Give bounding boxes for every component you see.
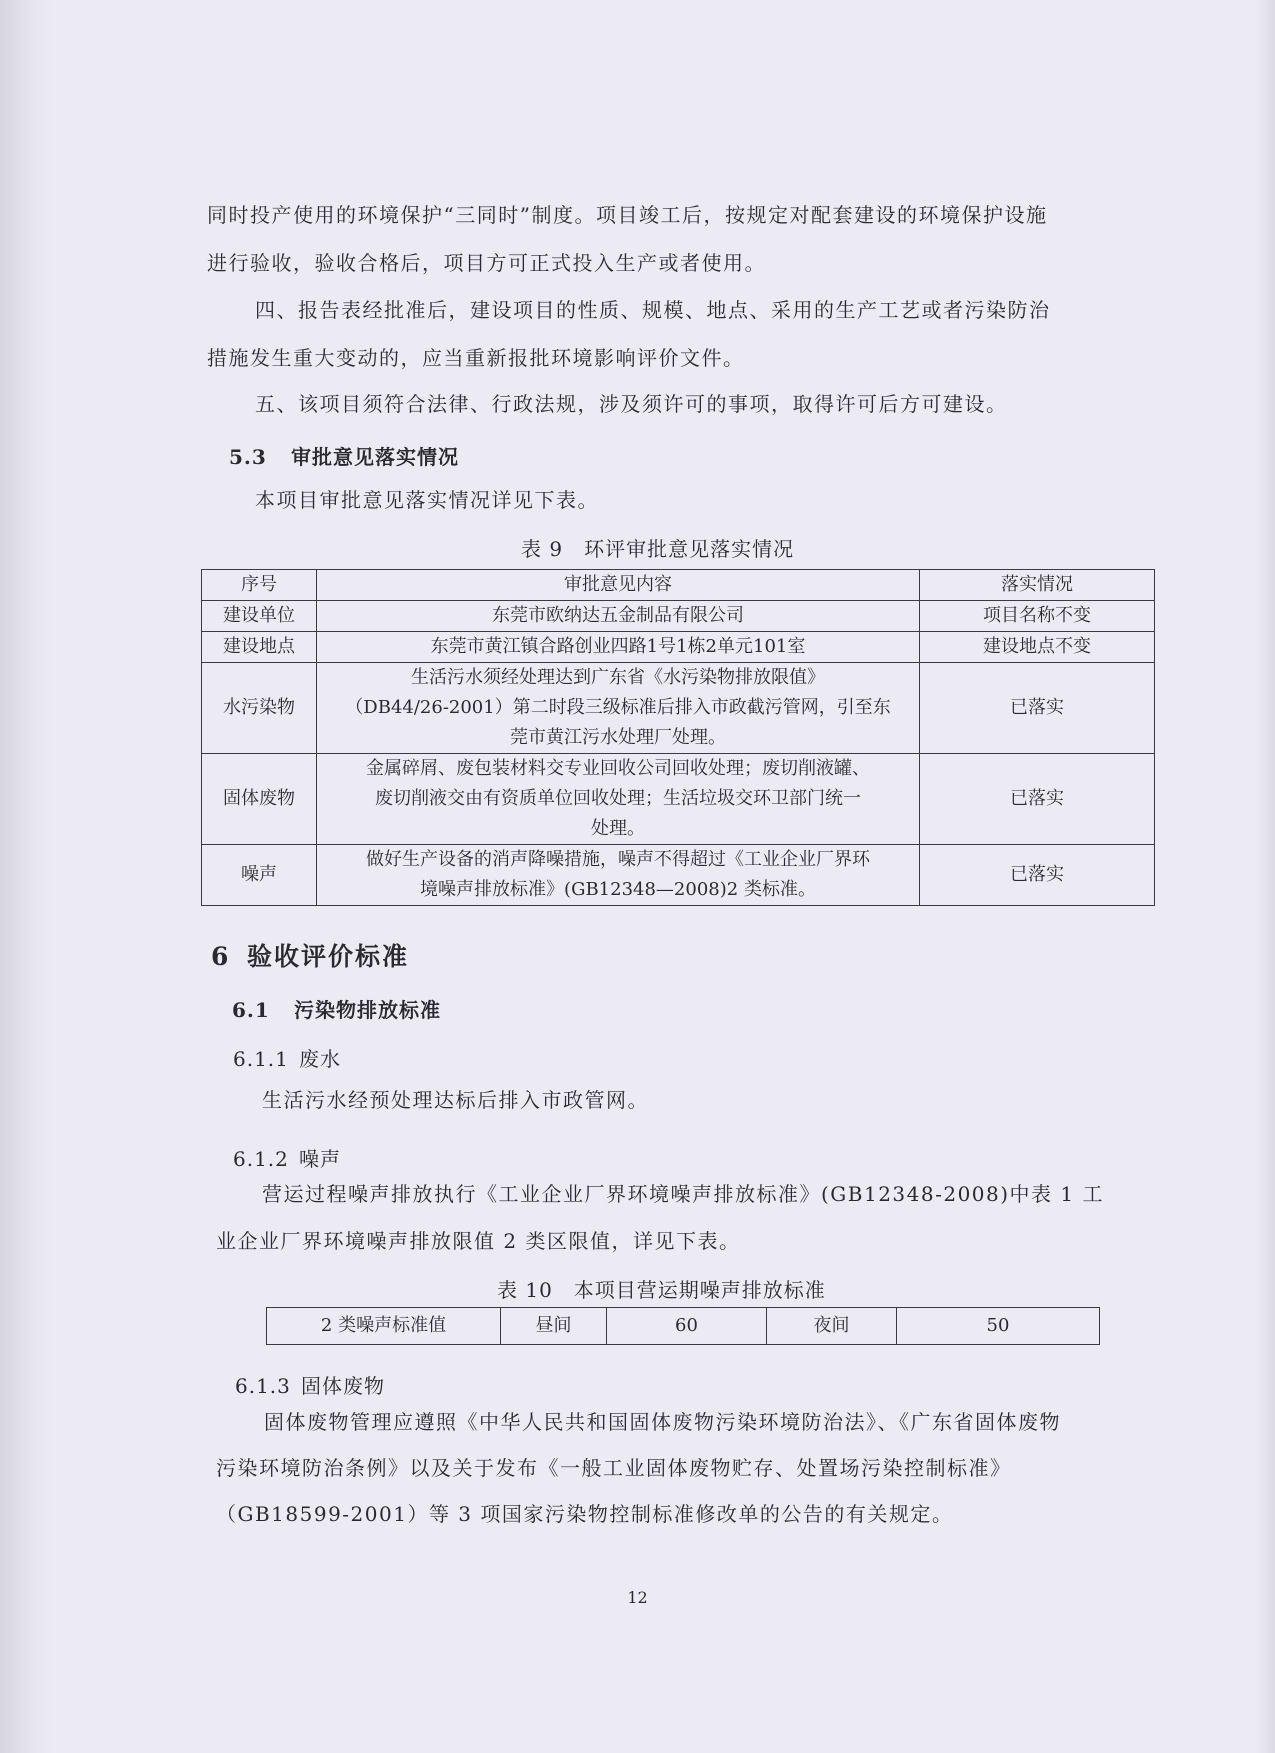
section-number: 6.1 bbox=[232, 998, 270, 1022]
row-status: 已落实 bbox=[920, 663, 1155, 754]
row-label: 固体废物 bbox=[202, 754, 317, 845]
row-content: 东莞市欧纳达五金制品有限公司 bbox=[317, 601, 920, 632]
row-content bbox=[317, 663, 920, 754]
body-paragraph-line: 五、该项目须符合法律、行政法规，涉及须许可的事项，取得许可后方可建设。 bbox=[255, 392, 1008, 416]
scan-edge-shadow bbox=[0, 0, 52, 1753]
section-title: 噪声 bbox=[299, 1147, 341, 1171]
section-title: 验收评价标准 bbox=[247, 942, 410, 971]
table9-caption: 表 9 环评审批意见落实情况 bbox=[521, 537, 795, 561]
table-header-cell: 审批意见内容 bbox=[317, 570, 920, 601]
body-paragraph-line: （GB18599-2001）等 3 项国家污染物控制标准修改单的公告的有关规定。 bbox=[216, 1502, 954, 1526]
section-title: 废水 bbox=[299, 1047, 341, 1071]
section-title: 污染物排放标准 bbox=[294, 998, 441, 1022]
body-paragraph-line: 污染环境防治条例》以及关于发布《一般工业固体废物贮存、处置场污染控制标准》 bbox=[216, 1456, 1012, 1480]
table9 bbox=[201, 569, 1155, 906]
page-number: 12 bbox=[627, 1588, 648, 1607]
content-line: 生活污水须经处理达到广东省《水污染物排放限值》 bbox=[411, 667, 825, 688]
table-row bbox=[202, 663, 1155, 754]
section-number: 6.1.2 bbox=[233, 1147, 289, 1171]
table-row bbox=[267, 1308, 1100, 1345]
table-cell: 50 bbox=[897, 1308, 1100, 1345]
row-content: 东莞市黄江镇合路创业四路1号1栋2单元101室 bbox=[317, 632, 920, 663]
table10-caption: 表 10 本项目营运期噪声排放标准 bbox=[497, 1278, 826, 1302]
table-row bbox=[202, 601, 1155, 632]
section-number: 6.1.3 bbox=[235, 1374, 291, 1398]
table10 bbox=[266, 1307, 1100, 1345]
body-paragraph-line: 业企业厂界环境噪声排放限值 2 类区限值，详见下表。 bbox=[216, 1229, 741, 1253]
content-line: 处理。 bbox=[591, 818, 645, 839]
row-status: 已落实 bbox=[920, 845, 1155, 906]
section-heading-6-1-3 bbox=[235, 1370, 385, 1399]
section-heading-6-1 bbox=[232, 994, 441, 1023]
section-number: 6 bbox=[211, 942, 231, 971]
row-content bbox=[317, 754, 920, 845]
section-heading-6-1-2 bbox=[233, 1143, 341, 1172]
section-number: 5.3 bbox=[229, 445, 267, 469]
row-label: 噪声 bbox=[202, 845, 317, 906]
section-heading-6-1-1 bbox=[233, 1043, 341, 1072]
body-paragraph-line: 措施发生重大变动的，应当重新报批环境影响评价文件。 bbox=[207, 346, 745, 370]
content-line: 莞市黄江污水处理厂处理。 bbox=[510, 727, 726, 748]
table-cell: 夜间 bbox=[767, 1308, 897, 1345]
row-label: 建设地点 bbox=[202, 632, 317, 663]
content-line: 金属碎屑、废包装材料交专业回收公司回收处理；废切削液罐、 bbox=[366, 758, 870, 779]
section-intro: 本项目审批意见落实情况详见下表。 bbox=[255, 488, 599, 512]
body-paragraph-line: 同时投产使用的环境保护“三同时”制度。项目竣工后，按规定对配套建设的环境保护设施 bbox=[207, 203, 1048, 227]
content-line: （DB44/26-2001）第二时段三级标准后排入市政截污管网，引至东 bbox=[345, 697, 891, 718]
body-paragraph-line: 进行验收，验收合格后，项目方可正式投入生产或者使用。 bbox=[207, 251, 766, 275]
table-cell: 60 bbox=[607, 1308, 767, 1345]
content-line: 做好生产设备的消声降噪措施，噪声不得超过《工业企业厂界环 bbox=[366, 849, 870, 870]
row-label: 水污染物 bbox=[202, 663, 317, 754]
body-paragraph-line: 生活污水经预处理达标后排入市政管网。 bbox=[262, 1088, 649, 1112]
content-line: 境噪声排放标准》(GB12348—2008)2 类标准。 bbox=[420, 879, 816, 900]
row-label: 建设单位 bbox=[202, 601, 317, 632]
table-header-row bbox=[202, 570, 1155, 601]
section-title: 固体废物 bbox=[301, 1374, 385, 1398]
section-title: 审批意见落实情况 bbox=[291, 445, 459, 469]
table-cell: 2 类噪声标准值 bbox=[267, 1308, 501, 1345]
body-paragraph-line: 固体废物管理应遵照《中华人民共和国固体废物污染环境防治法》、《广东省固体废物 bbox=[264, 1410, 1061, 1434]
table-header-cell: 序号 bbox=[202, 570, 317, 601]
scan-edge-shadow-right bbox=[1257, 0, 1275, 1753]
table-cell: 昼间 bbox=[501, 1308, 607, 1345]
body-paragraph-line: 营运过程噪声排放执行《工业企业厂界环境噪声排放标准》(GB12348-2008)中表 1 工 bbox=[262, 1182, 1104, 1206]
row-status: 项目名称不变 bbox=[920, 601, 1155, 632]
body-paragraph-line: 四、报告表经批准后，建设项目的性质、规模、地点、采用的生产工艺或者污染防治 bbox=[255, 298, 1051, 322]
row-status: 已落实 bbox=[920, 754, 1155, 845]
row-status: 建设地点不变 bbox=[920, 632, 1155, 663]
row-content bbox=[317, 845, 920, 906]
table-header-cell: 落实情况 bbox=[920, 570, 1155, 601]
content-line: 废切削液交由有资质单位回收处理；生活垃圾交环卫部门统一 bbox=[375, 788, 861, 809]
table-row bbox=[202, 632, 1155, 663]
table-row bbox=[202, 845, 1155, 906]
table-row bbox=[202, 754, 1155, 845]
section-number: 6.1.1 bbox=[233, 1047, 289, 1071]
section-heading-5-3 bbox=[229, 441, 459, 470]
section-heading-6 bbox=[211, 937, 409, 973]
